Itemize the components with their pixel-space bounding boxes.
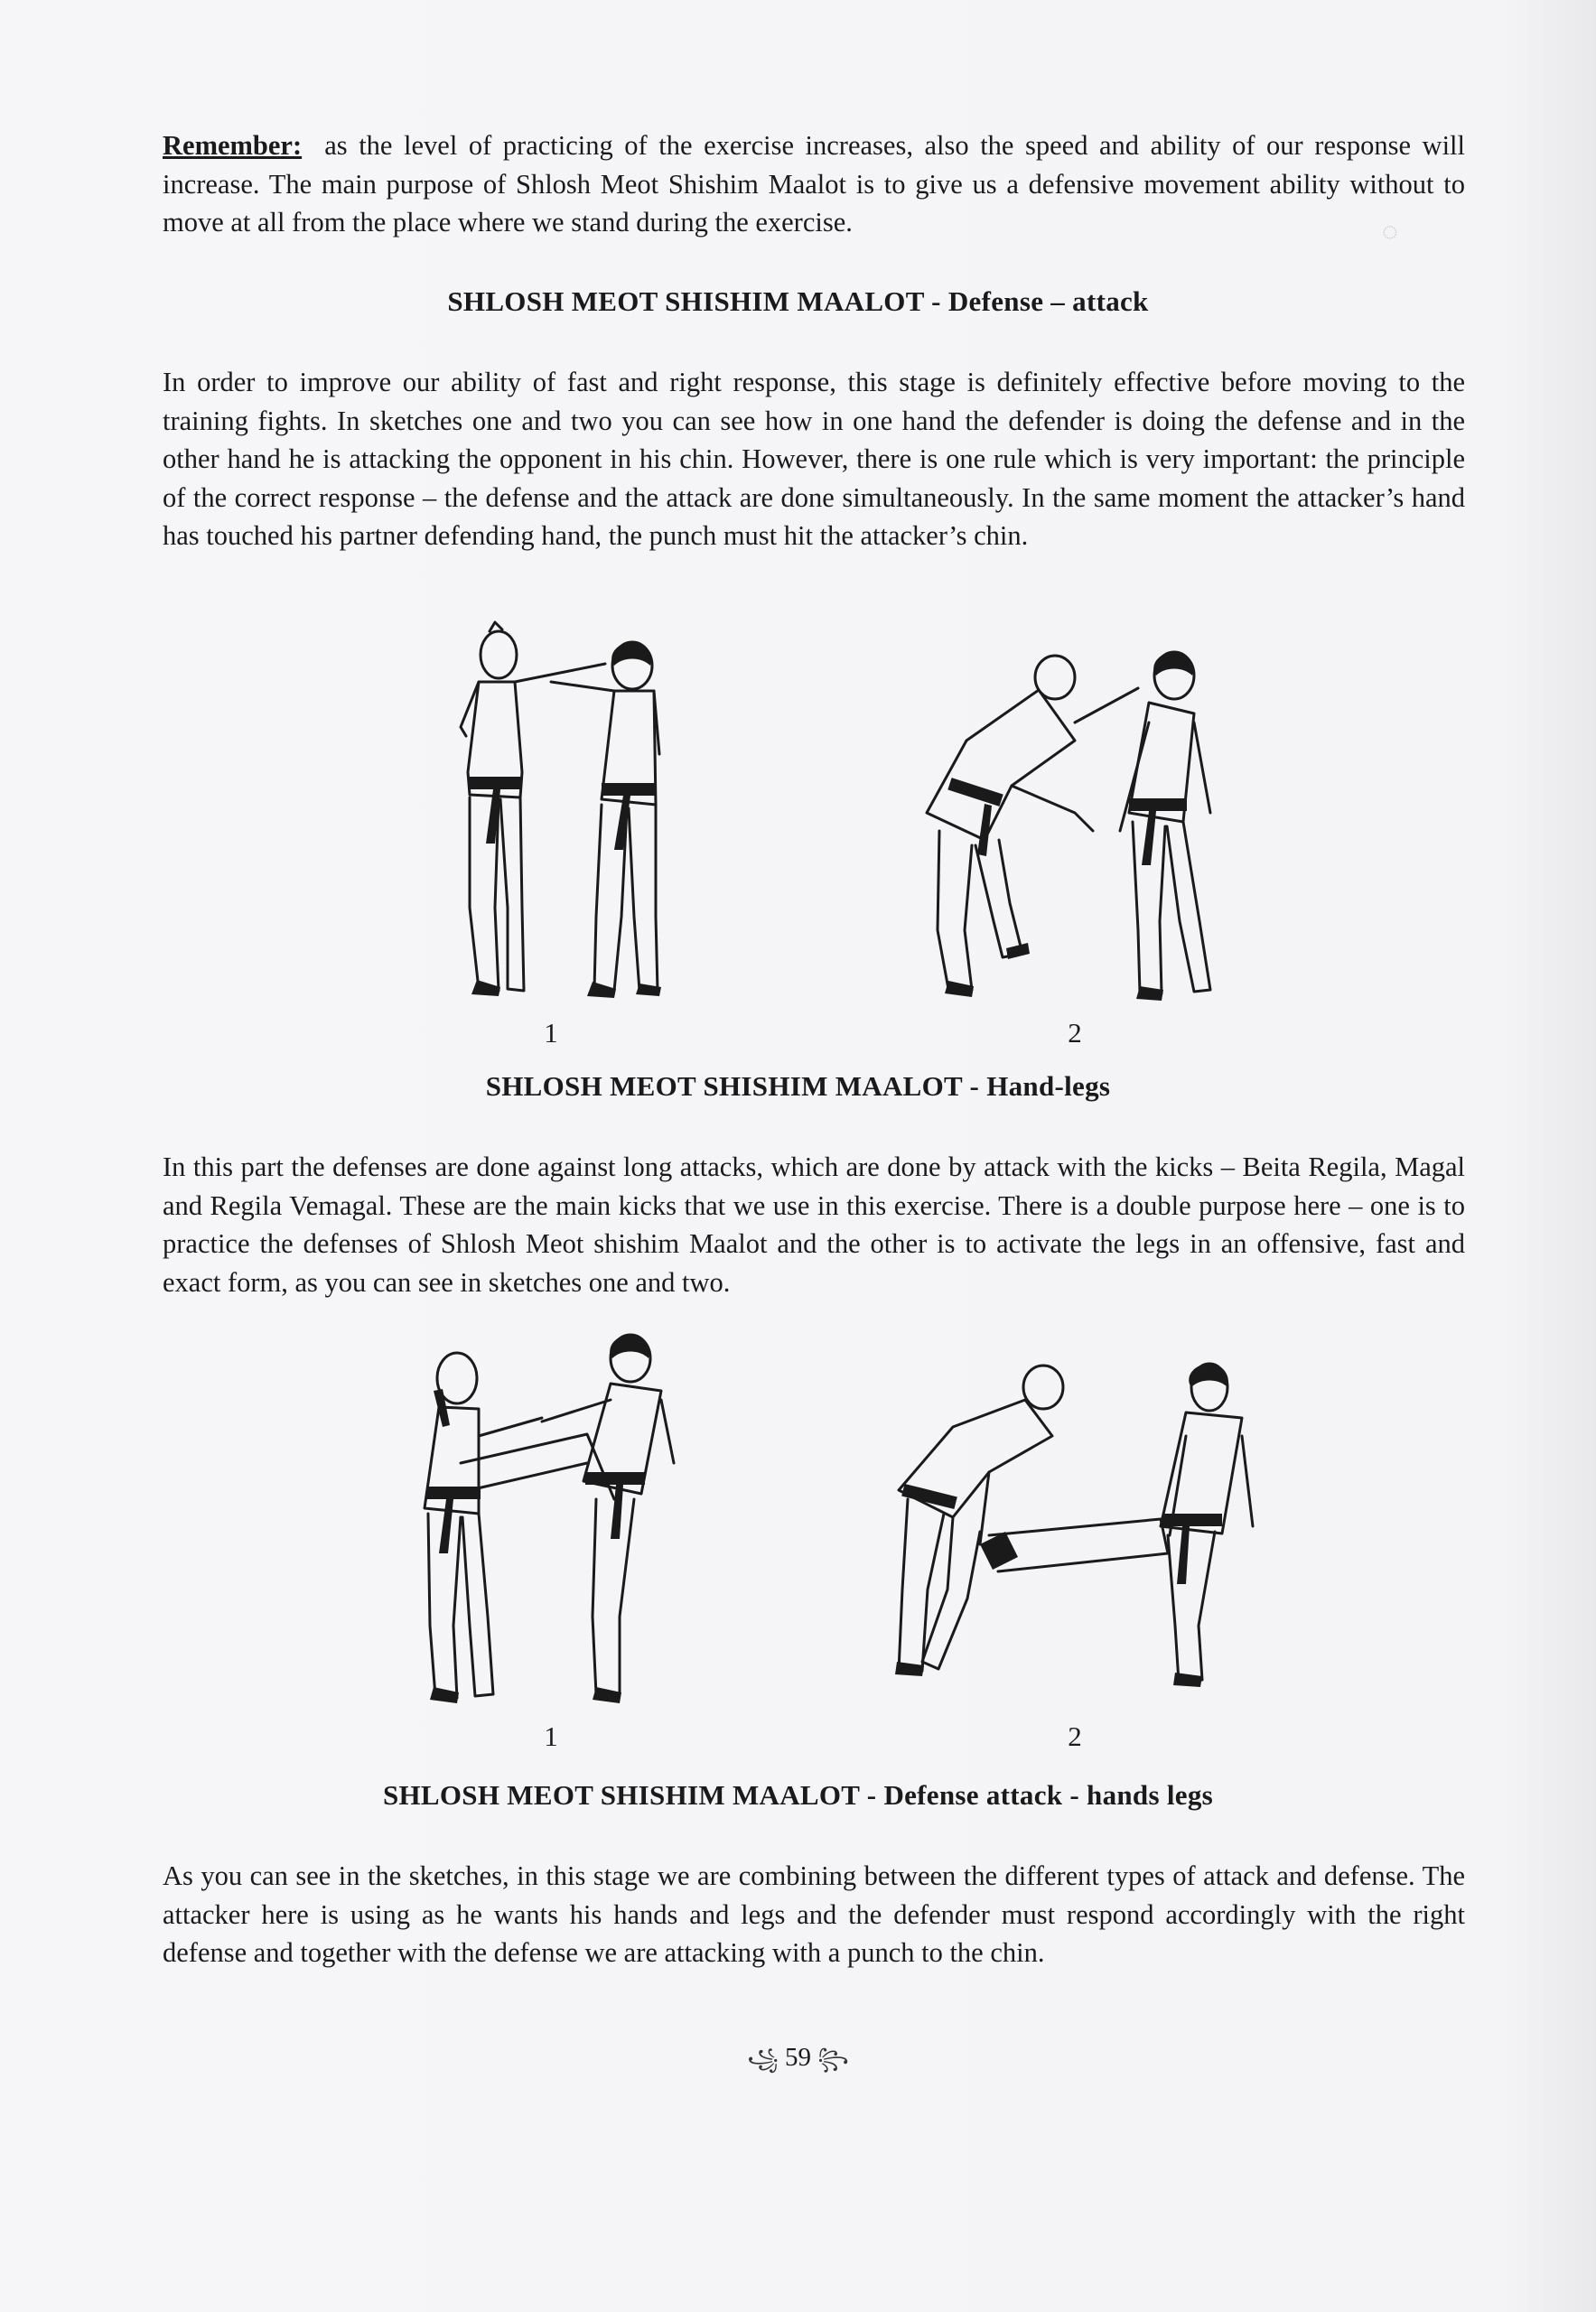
intro-lead: Remember: xyxy=(163,130,303,161)
sketch-label-1b: 2 xyxy=(1068,1017,1082,1049)
section1-paragraph: In order to improve our ability of fast and right response, this stage is definitely effective before moving to the training fights. In sketches one and two you can see how in one hand the defender is doing the defense and in the other hand he is attacking the opponent in his chin. However, there is one rule which is very important: the principle of the correct response – the defense and the attack are done simultaneously. In the same moment the attacker’s hand has touched his partner defending hand, the punch must hit the attacker’s chin. xyxy=(163,367,1465,551)
sketch-defense-attack-1 xyxy=(443,619,668,1007)
show-through-artifact: ◌ xyxy=(1382,217,1398,247)
ornament-left-icon: ꧁ xyxy=(747,2047,779,2070)
section1-heading: SHLOSH MEOT SHISHIM MAALOT - Defense – attack xyxy=(447,285,1149,317)
page-number: 59 xyxy=(785,2043,811,2072)
karate-kick-illustration xyxy=(406,1328,705,1707)
section3-heading: SHLOSH MEOT SHISHIM MAALOT - Defense attack - hands legs xyxy=(382,1779,1214,1811)
sketch-hand-legs-1 xyxy=(406,1328,705,1707)
section3-paragraph: As you can see in the sketches, in this stage we are combining between the different types of attack and defense. The attacker here is using as he wants his hands and legs and the defender must respond accordingly with the right defense and together with the defense we are attacking with a punch to the chin. xyxy=(163,1860,1465,1968)
sketch-defense-attack-2 xyxy=(912,632,1219,1012)
sketch-label-1a: 1 xyxy=(544,1017,558,1049)
black-belt-right xyxy=(602,783,656,796)
section2-subtitle: Hand-legs xyxy=(986,1070,1111,1102)
section2-heading: SHLOSH MEOT SHISHIM MAALOT - Hand-legs xyxy=(485,1070,1111,1102)
sketch-hand-legs-2 xyxy=(881,1355,1260,1698)
sketch-label-2a: 1 xyxy=(544,1720,558,1752)
section1-subtitle: Defense – attack xyxy=(947,285,1149,317)
karate-pair-illustration xyxy=(912,632,1219,1012)
karate-kick-illustration xyxy=(881,1355,1260,1698)
intro-paragraph xyxy=(163,126,1465,242)
section3-title: SHLOSH MEOT SHISHIM MAALOT xyxy=(382,1779,860,1811)
intro-text: as the level of practicing of the exercise increases, also the speed and ability of our response will increase. The main purpose of Shlosh Meot Shishim Maalot is to give us a defensive movement ability without to move at all from the place where we stand during the exercise. xyxy=(163,130,1465,238)
section1-title: SHLOSH MEOT SHISHIM MAALOT xyxy=(447,285,925,317)
page-footer xyxy=(0,2043,1596,2084)
section2-title: SHLOSH MEOT SHISHIM MAALOT xyxy=(485,1070,963,1102)
black-belt-left xyxy=(470,777,522,789)
sketch-label-2b: 2 xyxy=(1068,1720,1082,1752)
section3-subtitle: Defense attack - hands legs xyxy=(883,1779,1214,1811)
karate-pair-illustration xyxy=(443,619,668,1007)
section2-paragraph: In this part the defenses are done against long attacks, which are done by attack with the kicks – Beita Regila, Magal and Regila Vemagal. These are the main kicks that we use in this exercise. There is a double purpose here – one is to practice the defenses of Shlosh Meot shishim Maalot and the other is to activate the legs in an offensive, fast and exact form, as you can see in sketches one and two. xyxy=(163,1151,1465,1298)
ornament-right-icon: ꧂ xyxy=(817,2047,849,2070)
